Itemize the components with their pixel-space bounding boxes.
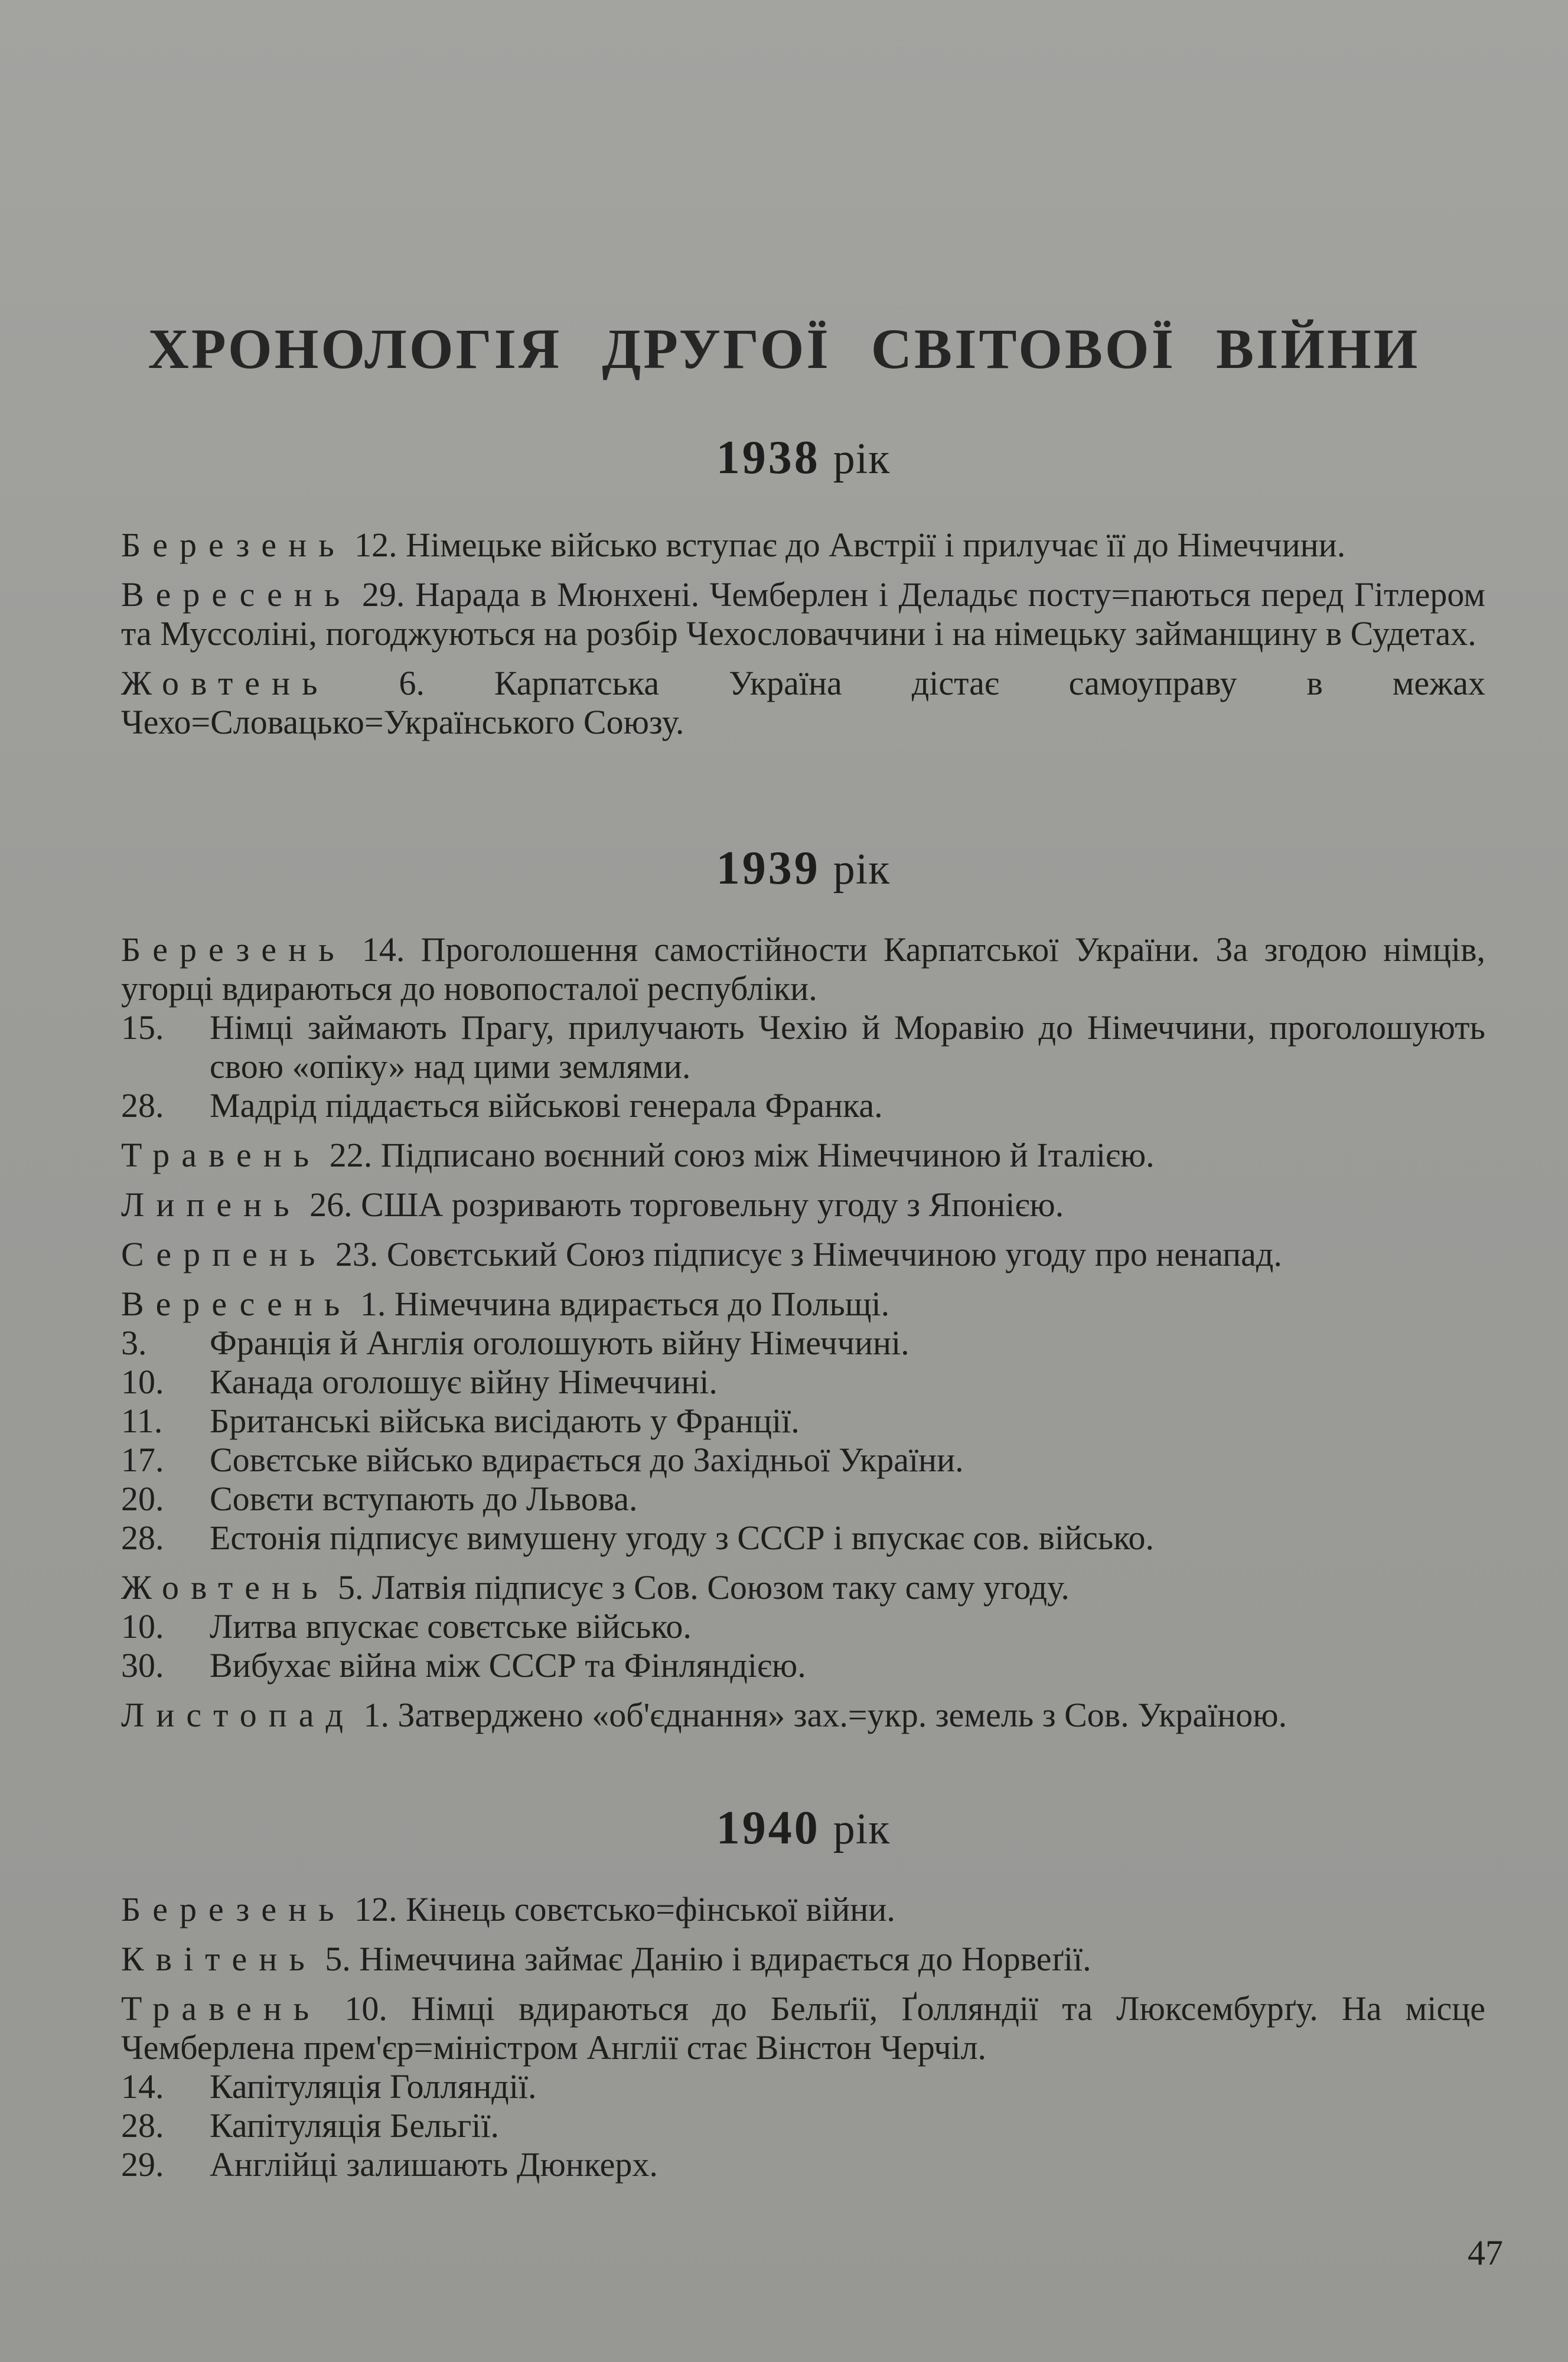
chronology-entry xyxy=(121,1480,1485,1519)
entry-month: Березень xyxy=(121,1890,346,1928)
year-heading xyxy=(121,836,1485,902)
entry-month: Листопад xyxy=(121,1696,355,1734)
chronology-entry xyxy=(121,1890,1485,1929)
entry-text: Проголошення самостійности Карпатської України. За згодою німців, угорці вдираються до новопосталої республіки. xyxy=(121,930,1486,1008)
entry-day: 26. xyxy=(309,1185,353,1224)
page-number: 47 xyxy=(1468,2233,1503,2272)
chronology-entry xyxy=(121,930,1485,1008)
chronology-entry xyxy=(121,2106,1485,2145)
chronology-entry xyxy=(121,1086,1485,1125)
entry-month: Жовтень xyxy=(121,664,330,702)
entry-day: 30. xyxy=(121,1646,164,1685)
entry-text: Мадрід піддається військові генерала Франка. xyxy=(210,1086,883,1125)
year-number: 1938 xyxy=(716,432,820,484)
entry-month: Березень xyxy=(121,930,346,969)
entry-text: Латвія підписує з Сов. Союзом таку саму угоду. xyxy=(372,1568,1070,1607)
chronology-entry xyxy=(121,1235,1485,1274)
entry-day: 23. xyxy=(335,1235,379,1273)
entry-month: Квітень xyxy=(121,1940,317,1978)
entry-text: Совєти вступають до Львова. xyxy=(210,1480,638,1518)
entry-day: 22. xyxy=(329,1136,373,1174)
year-suffix: рік xyxy=(833,435,891,483)
entry-day: 15. xyxy=(121,1008,164,1047)
chronology-entry xyxy=(121,1441,1485,1480)
chronology-entry xyxy=(121,1363,1485,1402)
entry-text: Німецьке військо вступає до Австрії і прилучає її до Німеччини. xyxy=(406,526,1346,564)
entry-text: Німці займають Прагу, прилучають Чехію й Моравію до Німеччини, проголошують свою «опіку» над цими землями. xyxy=(210,1008,1485,1086)
entry-text: Карпатська Україна дістає самоуправу в межах Чехо=Словацько=Українського Союзу. xyxy=(121,664,1485,741)
entry-day: 10. xyxy=(121,1363,164,1401)
entry-day: 10. xyxy=(121,1607,164,1646)
entry-month: Вересень xyxy=(121,1285,352,1323)
entry-day: 3. xyxy=(121,1324,147,1362)
year-section-1938 xyxy=(121,425,1485,742)
year-heading xyxy=(121,1796,1485,1862)
entry-day: 14. xyxy=(121,2067,164,2106)
entry-text: Совєтське військо вдирається до Західньої України. xyxy=(210,1441,964,1479)
chronology-entry xyxy=(121,1136,1485,1175)
chronology-entry xyxy=(121,1402,1485,1441)
entry-month: Серпень xyxy=(121,1235,327,1273)
entry-text: Англійці залишають Дюнкерх. xyxy=(210,2145,658,2184)
entry-text: Німеччина займає Данію і вдирається до Норвеґії. xyxy=(359,1940,1091,1978)
entry-day: 12. xyxy=(354,1890,397,1928)
entry-month: Липень xyxy=(121,1185,301,1224)
entry-text: Естонія підписує вимушену угоду з СССР і впускає сов. військо. xyxy=(210,1519,1154,1557)
chronology-entry xyxy=(121,1568,1485,1607)
entry-day: 20. xyxy=(121,1480,164,1518)
entry-day: 28. xyxy=(121,2106,164,2145)
page-title: ХРОНОЛОГІЯ ДРУГОЇ СВІТОВОЇ ВІЙНИ xyxy=(148,317,1420,380)
entry-text: Литва впускає совєтське військо. xyxy=(210,1607,692,1646)
chronology-entry xyxy=(121,1646,1485,1685)
entry-text: Нарада в Мюнхені. Чемберлен і Деладьє посту=паються перед Гітлером та Муссоліні, погоджуються на розбір Чехословаччини і на німецьку займанщину в Судетах. xyxy=(121,575,1486,653)
chronology-entry xyxy=(121,1940,1485,1979)
chronology-entry xyxy=(121,2067,1485,2106)
chronology-entry xyxy=(121,2145,1485,2184)
chronology-entry xyxy=(121,1185,1485,1224)
entry-day: 29. xyxy=(121,2145,164,2184)
chronology-entry xyxy=(121,526,1485,565)
chronology-entry xyxy=(121,664,1485,742)
chronology-entry xyxy=(121,1696,1485,1735)
entry-day: 6. xyxy=(399,664,425,702)
year-number: 1939 xyxy=(716,842,820,894)
entry-text: Британські війська висідають у Франції. xyxy=(210,1402,800,1440)
chronology-entry xyxy=(121,575,1485,653)
entry-text: Франція й Англія оголошують війну Німеччині. xyxy=(210,1324,909,1362)
chronology-entry xyxy=(121,1989,1485,2067)
entry-day: 10. xyxy=(344,1989,387,2028)
year-section-1940 xyxy=(121,1796,1485,2184)
entry-day: 14. xyxy=(361,930,405,969)
entry-text: Капітуляція Бельгії. xyxy=(210,2106,499,2145)
entry-text: Капітуляція Голляндії. xyxy=(210,2067,537,2106)
entry-day: 12. xyxy=(354,526,397,564)
entry-text: Совєтський Союз підписує з Німеччиною угоду про ненапад. xyxy=(386,1235,1282,1273)
entry-text: США розривають торговельну угоду з Японією. xyxy=(361,1185,1064,1224)
year-suffix: рік xyxy=(833,845,891,894)
chronology-entry xyxy=(121,1607,1485,1646)
entry-month: Травень xyxy=(121,1136,321,1174)
entry-text: Канада оголошує війну Німеччині. xyxy=(210,1363,718,1401)
entry-text: Німеччина вдирається до Польщі. xyxy=(394,1285,890,1323)
year-section-1939 xyxy=(121,836,1485,1735)
entry-text: Кінець совєтсько=фінської війни. xyxy=(406,1890,895,1928)
entry-month: Березень xyxy=(121,526,346,564)
entry-day: 17. xyxy=(121,1441,164,1479)
chronology-entry xyxy=(121,1519,1485,1558)
year-suffix: рік xyxy=(833,1805,891,1853)
entry-month: Травень xyxy=(121,1989,321,2028)
entry-month: Жовтень xyxy=(121,1568,330,1607)
entry-text: Затверджено «об'єднання» зах.=укр. земель з Сов. Україною. xyxy=(397,1696,1287,1734)
year-number: 1940 xyxy=(716,1802,820,1854)
entry-day: 11. xyxy=(121,1402,163,1440)
entry-day: 28. xyxy=(121,1519,164,1557)
chronology-entry xyxy=(121,1285,1485,1324)
year-heading xyxy=(121,425,1485,491)
entry-day: 28. xyxy=(121,1086,164,1125)
entry-month: Вересень xyxy=(121,575,352,614)
chronology-entry xyxy=(121,1324,1485,1363)
entry-day: 5. xyxy=(325,1940,351,1978)
entry-day: 29. xyxy=(361,575,405,614)
entry-text: Підписано воєнний союз між Німеччиною й Італією. xyxy=(380,1136,1155,1174)
entry-text: Німці вдираються до Бельґії, Ґолляндії та Люксембурґу. На місце Чемберлена прем'єр=міністром Англії стає Вінстон Черчіл. xyxy=(121,1989,1486,2067)
entry-day: 1. xyxy=(363,1696,389,1734)
entry-day: 5. xyxy=(338,1568,364,1607)
entry-text: Вибухає війна між СССР та Фінляндією. xyxy=(210,1646,806,1685)
entry-day: 1. xyxy=(360,1285,386,1323)
chronology-entry xyxy=(121,1008,1485,1086)
